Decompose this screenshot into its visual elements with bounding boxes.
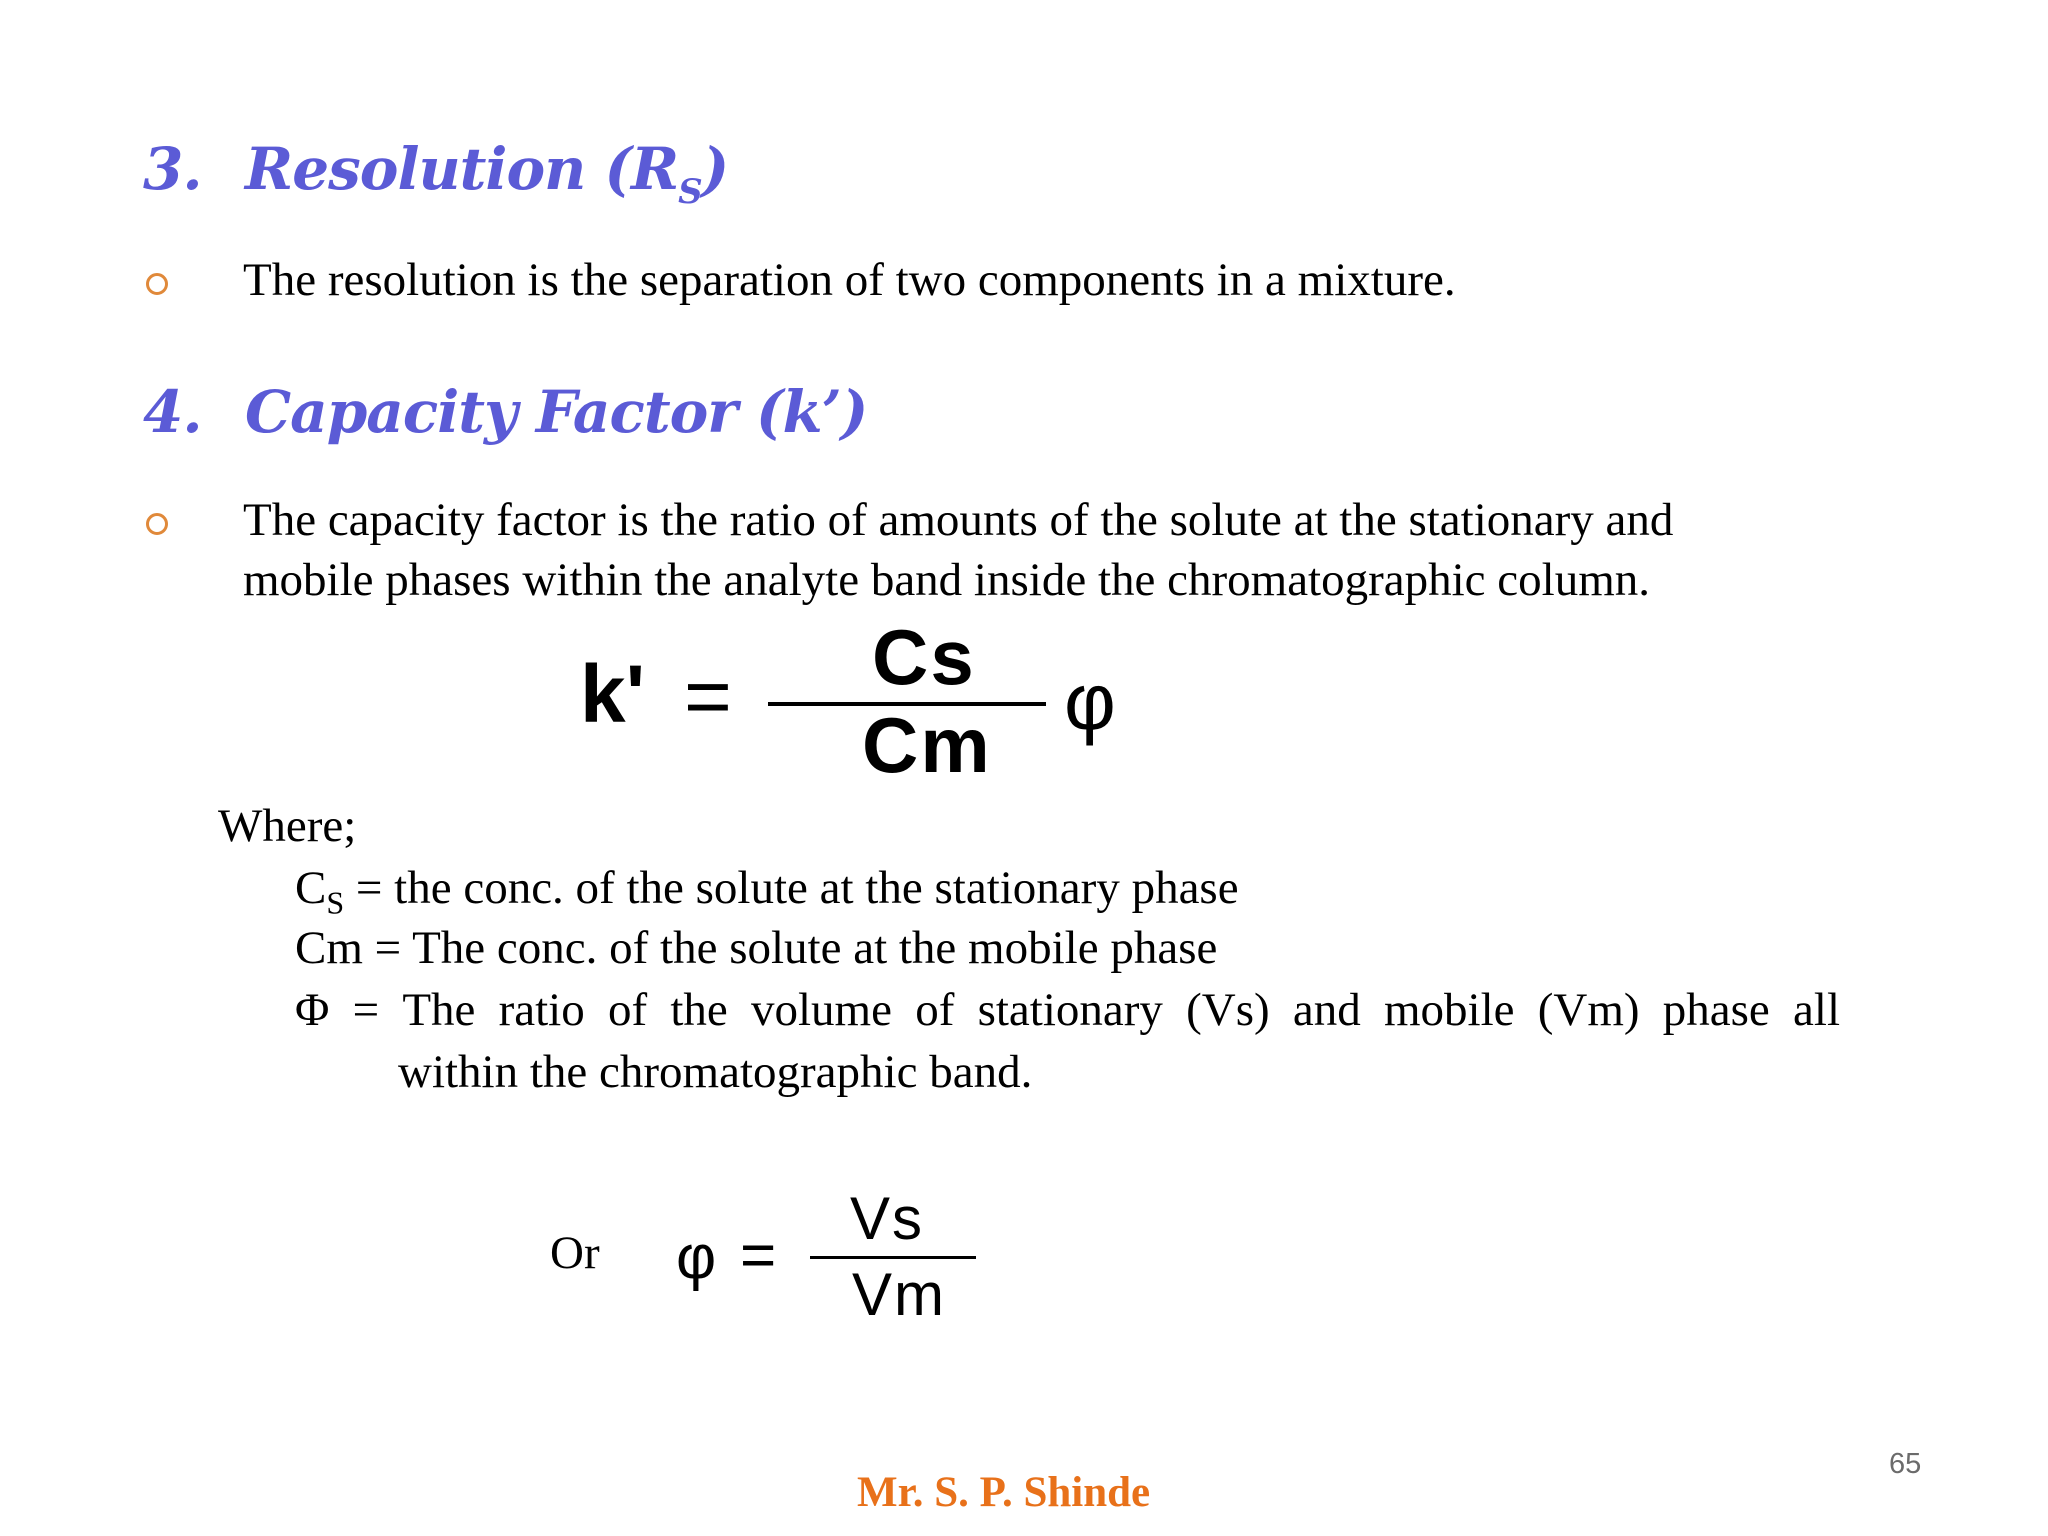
equation-phi: φ	[1064, 657, 1116, 746]
section-number: 4.	[143, 378, 202, 446]
definition-line: The capacity factor is the ratio of amounts of the solute at the stationary and	[243, 494, 1674, 546]
equation-denominator: Cm	[862, 701, 992, 789]
definition-line: mobile phases within the analyte band inside the chromatographic column.	[243, 554, 1651, 606]
equation-prefix: Or	[550, 1227, 600, 1279]
definition-symbol: Φ	[295, 984, 330, 1036]
equation-lhs: φ	[676, 1223, 717, 1292]
where-label: Where;	[218, 800, 357, 852]
section-heading-capacity-factor	[143, 378, 867, 446]
page-number: 65	[1889, 1448, 1922, 1480]
equation-equals: =	[740, 1221, 777, 1290]
equation-equals: =	[684, 651, 732, 742]
section-title-subscript: S	[678, 172, 702, 212]
equation-lhs: k'	[580, 649, 646, 740]
definition-phi	[295, 980, 1840, 1040]
equation-numerator: Vs	[850, 1185, 925, 1252]
section-number: 3.	[143, 135, 202, 203]
fraction-bar	[810, 1256, 976, 1259]
equation-denominator: Vm	[852, 1261, 946, 1328]
equation-numerator: Cs	[872, 613, 976, 701]
definition-symbol-subscript: S	[326, 884, 345, 921]
definition-symbol: Cm	[295, 922, 363, 974]
definition-text: = The conc. of the solute at the mobile phase	[362, 922, 1218, 974]
capacity-factor-definition	[243, 490, 1838, 610]
definition-phi-continuation: within the chromatographic band.	[398, 1046, 1033, 1098]
footer-author: Mr. S. P. Shinde	[857, 1469, 1151, 1516]
section-title: Capacity Factor (k’)	[245, 378, 868, 446]
definition-text: = The ratio of the volume of stationary (Vs) and mobile (Vm) phase all	[329, 984, 1840, 1036]
section-title-end: )	[701, 135, 729, 203]
definition-symbol: C	[295, 862, 327, 914]
section-title: Resolution (R	[245, 135, 679, 203]
section-heading-resolution	[143, 135, 728, 212]
bullet-circle-icon	[146, 513, 168, 535]
definition-text: = the conc. of the solute at the stationary phase	[344, 862, 1239, 914]
resolution-definition: The resolution is the separation of two components in a mixture.	[243, 254, 1456, 306]
definition-cm	[295, 918, 1217, 978]
bullet-circle-icon	[146, 273, 168, 295]
